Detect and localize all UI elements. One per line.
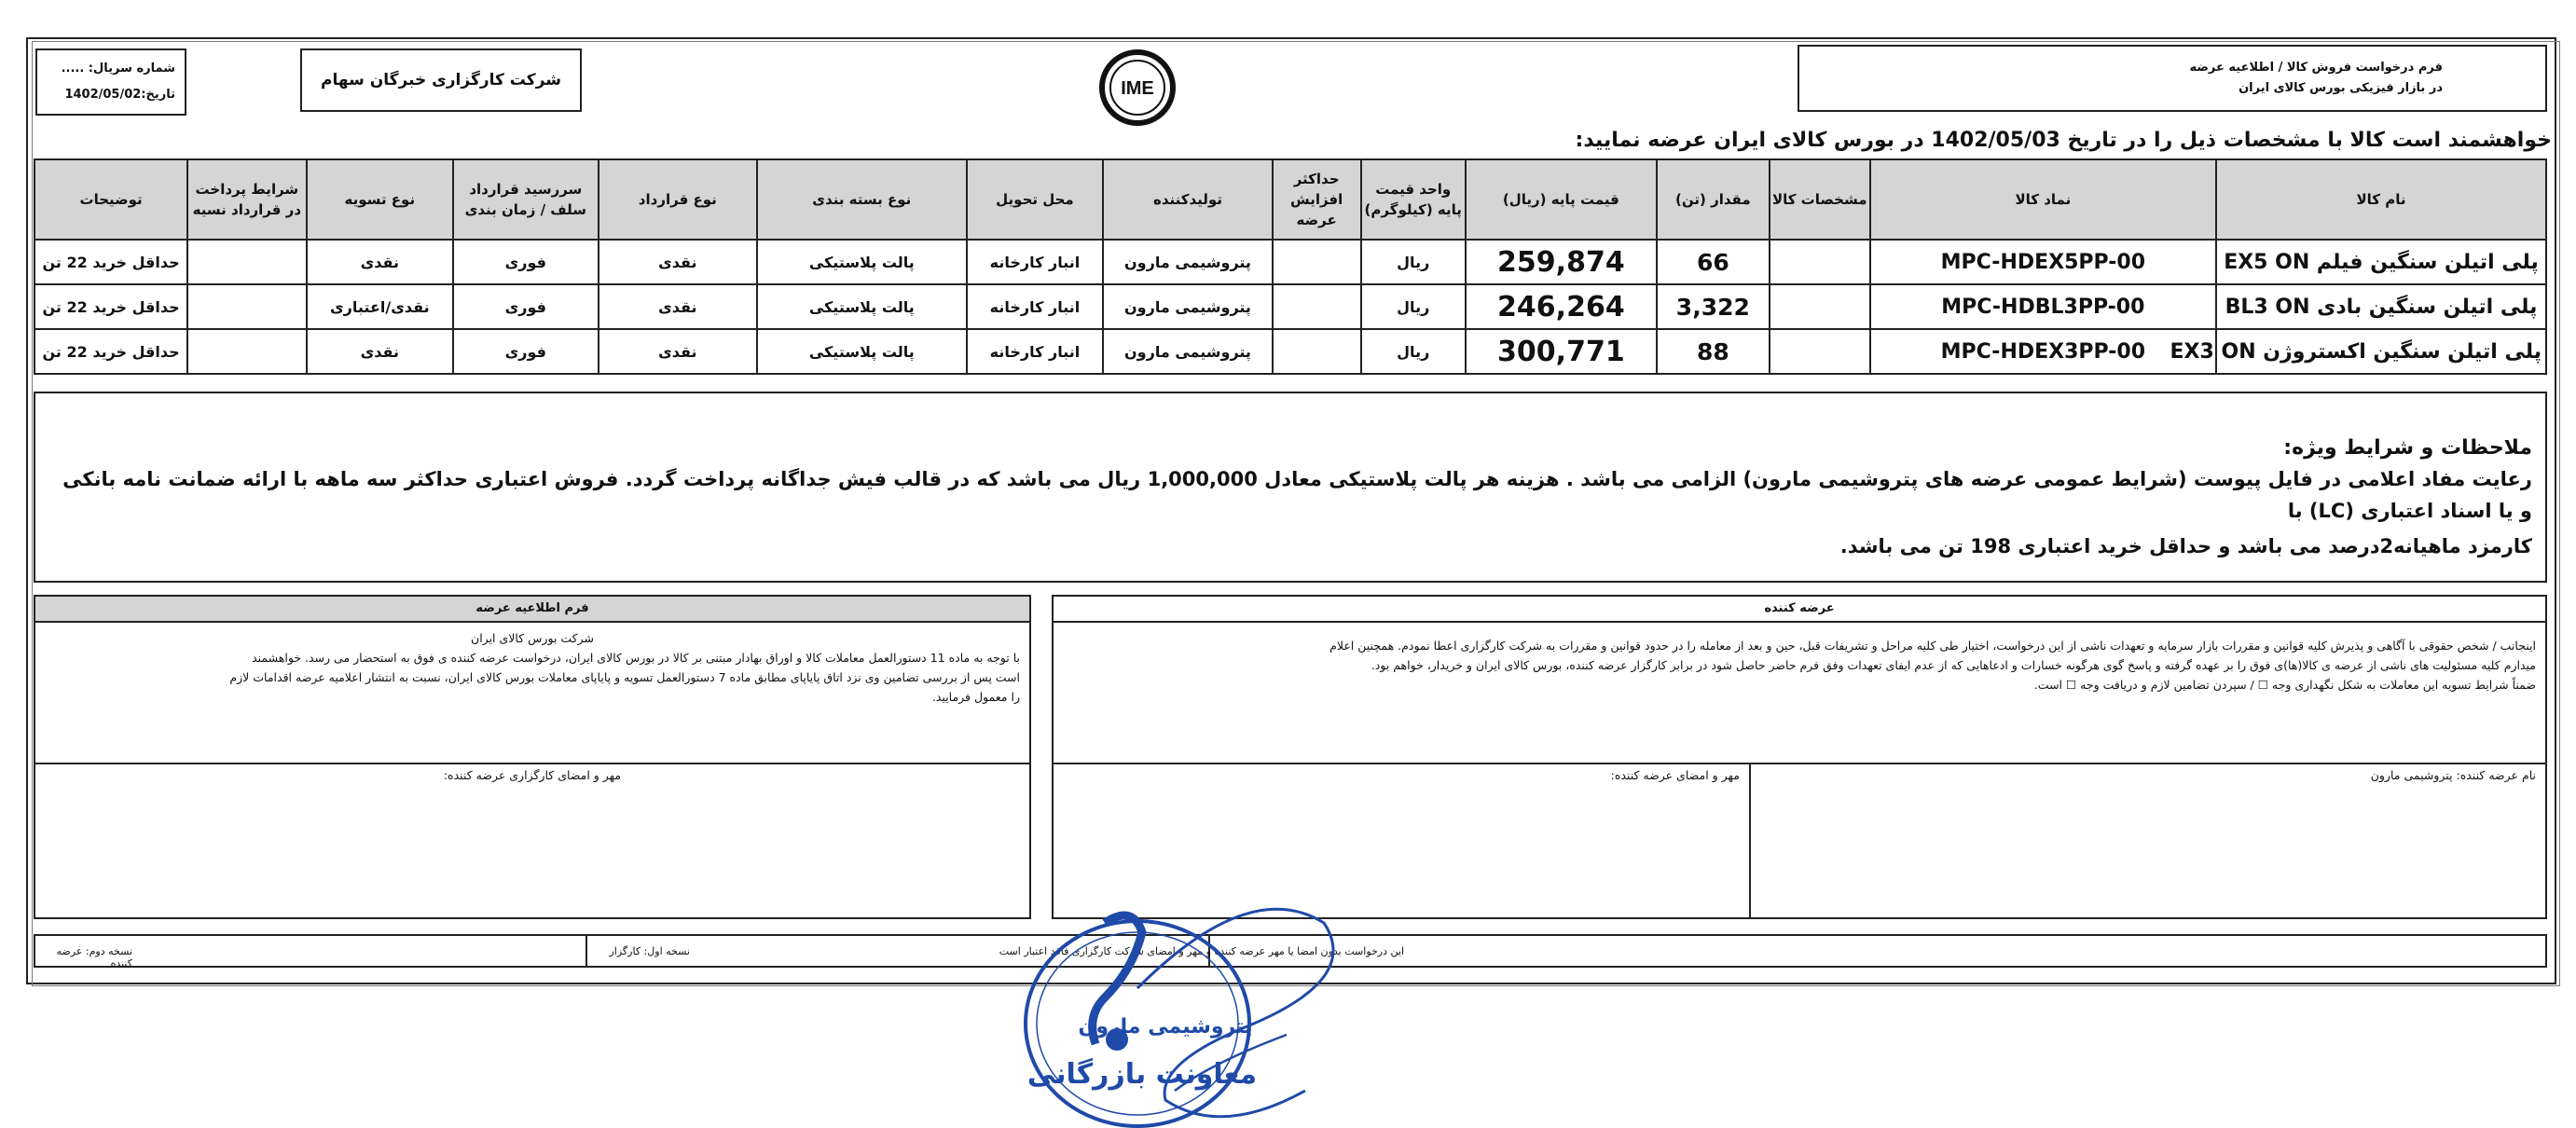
table-cell: 88 — [1657, 329, 1770, 374]
column-header: واحد قیمت پایه (کیلوگرم) — [1361, 159, 1466, 240]
column-header: حداکثر افزایش عرضه — [1273, 159, 1361, 240]
form-subtitle: در بازار فیزیکی بورس کالای ایران — [2239, 81, 2443, 95]
column-header: مشخصات کالا — [1770, 159, 1870, 240]
table-cell: 66 — [1657, 240, 1770, 284]
table-cell: پالت پلاستیکی — [757, 284, 966, 329]
supplier-text-3: ضمناً شرایط تسویه این معاملات به شکل نگهداری وجه ☐ / سپردن تضامین لازم و دریافت وجه ☐ است. — [2033, 678, 2536, 692]
broker-seal-label: مهر و امضای کارگزاری عرضه کننده: — [443, 768, 622, 782]
table-cell — [1273, 284, 1361, 329]
table-cell: MPC-HDEX5PP-00 — [1870, 240, 2216, 284]
table-cell: 246,264 — [1466, 284, 1657, 329]
notice-text-1: با توجه به ماده 11 دستورالعمل معاملات کالا و اوراق بهادار مبتنی بر کالا در بورس کالای ایران، درخواست عرضه کننده ی فوق به استحضار می رسد. خواهشمند — [252, 651, 1020, 665]
column-header: مقدار (تن) — [1657, 159, 1770, 240]
column-header: تولیدکننده — [1103, 159, 1272, 240]
table-cell: نقدی/اعتباری — [307, 284, 454, 329]
table-cell: انبار کارخانه — [967, 329, 1104, 374]
broker-seal-area — [35, 763, 1029, 919]
table-cell: نقدی — [599, 329, 758, 374]
table-cell: پتروشیمی مارون — [1103, 329, 1272, 374]
table-cell — [1770, 284, 1870, 329]
supplier-name: نام عرضه کننده: پتروشیمی مارون — [2370, 768, 2536, 782]
stamp-line-2: معاونت بازرگانی — [1026, 1058, 1258, 1091]
table-cell: نقدی — [599, 284, 758, 329]
column-header: قیمت پایه (ریال) — [1466, 159, 1657, 240]
stamp-line-1: پتروشیمی مارون — [1078, 1015, 1253, 1039]
notice-org: شرکت بورس کالای ایران — [471, 631, 594, 645]
ime-logo-icon — [1098, 48, 1177, 127]
special-conditions — [34, 392, 2547, 583]
table-cell: انبار کارخانه — [967, 240, 1104, 284]
column-header: سررسید قرارداد سلف / زمان بندی — [453, 159, 598, 240]
form-title-box — [1798, 45, 2547, 112]
table-cell — [1273, 329, 1361, 374]
table-cell: انبار کارخانه — [967, 284, 1104, 329]
supplier-text-1: اینجانب / شخص حقوقی با آگاهی و پذیرش کلیه قوانین و مقررات بازار سرمایه و تعهدات ناشی از این درخواست، اختیار طی کلیه مراحل و تشریفات قبل، حین و بعد از معامله را در حدود قوانین و مقررات به شرکت کارگزاری اعطا نمودم. همچنین اعلام — [1329, 639, 2536, 653]
table-cell: ریال — [1361, 329, 1466, 374]
table-cell: پالت پلاستیکی — [757, 329, 966, 374]
table-cell: MPC-HDBL3PP-00 — [1870, 284, 2216, 329]
column-header: نام کالا — [2216, 159, 2546, 240]
notice-panel — [34, 595, 1031, 919]
table-cell: نقدی — [599, 240, 758, 284]
column-header: نوع تسویه — [307, 159, 454, 240]
notice-text — [35, 623, 1029, 712]
table-cell: فوری — [453, 284, 598, 329]
column-header: نوع بسته بندی — [757, 159, 966, 240]
supplier-name-cell — [1749, 763, 2545, 919]
table-cell — [187, 240, 306, 284]
table-cell: حداقل خرید 22 تن — [34, 240, 187, 284]
table-cell: 259,874 — [1466, 240, 1657, 284]
notice-panel-title: فرم اطلاعیه عرضه — [35, 597, 1029, 623]
table-row — [34, 329, 2546, 374]
table-cell: حداقل خرید 22 تن — [34, 329, 187, 374]
serial-box — [35, 48, 186, 116]
table-cell: پلی اتیلن سنگین بادی BL3 ON — [2216, 284, 2546, 329]
notes-line-2: کارمزد ماهیانه2درصد می باشد و حداقل خرید اعتباری 198 تن می باشد. — [1839, 535, 2532, 557]
footer-disclaimer: این درخواست بدون امضا یا مهر عرضه کننده و مهر و امضای شرکت کارگزاری فاقد اعتبار است — [999, 945, 1404, 957]
table-cell: پلی اتیلن سنگین فیلم EX5 ON — [2216, 240, 2546, 284]
table-cell: پتروشیمی مارون — [1103, 284, 1272, 329]
notice-text-2: است پس از بررسی تضامین وی نزد اتاق پایاپای مطابق ماده 7 دستورالعمل تسویه و پایاپای معاملات بورس کالای ایران، نسبت به انتشار اعلامیه عرضه اقدامات لازم — [229, 670, 1020, 684]
table-cell: پلی اتیلن سنگین اکستروژن EX3 ON — [2216, 329, 2546, 374]
table-cell: حداقل خرید 22 تن — [34, 284, 187, 329]
table-cell: ریال — [1361, 240, 1466, 284]
table-cell — [187, 329, 306, 374]
column-header: نماد کالا — [1870, 159, 2216, 240]
form-date: تاریخ:1402/05/02 — [64, 88, 175, 102]
table-cell: 300,771 — [1466, 329, 1657, 374]
footer-copy-supplier: نسخه دوم: عرضه کننده — [56, 945, 132, 970]
table-cell: MPC-HDEX3PP-00 — [1870, 329, 2216, 374]
table-cell: نقدی — [307, 329, 454, 374]
column-header: نوع قرارداد — [599, 159, 758, 240]
notes-line-1: رعایت مفاد اعلامی در فایل پیوست (شرایط عمومی عرضه های پتروشیمی مارون) الزامی می باشد . هزینه هر پالت پلاستیکی معادل 1,000,000 ریال می باشد که در قالب فیش جداگانه پرداخت گردد. فروش اعتباری حداکثر سه ماهه با ارائه ضمانت نامه بانکی و یا اسناد اعتباری (LC) با — [62, 468, 2532, 522]
footer-copy-broker: نسخه اول: کارگزار — [609, 945, 690, 957]
supplier-declaration — [1054, 623, 2545, 700]
table-cell — [1770, 329, 1870, 374]
supplier-text-2: میدارم کلیه مسئولیت های ناشی از عرضه ی کالا(ها)ی فوق را بر عهده گرفته و پاسخ گوی هرگونه خسارات و ادعاهایی که از عدم ایفای تعهدات وفق فرم حاضر حاصل شود در برابر کارگزار عرضه کننده، بورس کالای ایران و خریدار، خواهم بود. — [1371, 658, 2536, 672]
table-cell: 3,322 — [1657, 284, 1770, 329]
table-cell: فوری — [453, 329, 598, 374]
table-cell: پالت پلاستیکی — [757, 240, 966, 284]
serial-number: شماره سریال: ..... — [61, 62, 175, 76]
table-cell — [1273, 240, 1361, 284]
request-intro: خواهشمند است کالا با مشخصات ذیل را در تاریخ 1402/05/03 در بورس کالای ایران عرضه نمایید: — [1575, 129, 2552, 152]
table-cell: ریال — [1361, 284, 1466, 329]
supplier-panel-title: عرضه کننده — [1054, 597, 2545, 623]
table-cell: فوری — [453, 240, 598, 284]
table-row — [34, 240, 2546, 284]
column-header: شرایط پرداخت در قرارداد نسیه — [187, 159, 306, 240]
logo-text: IME — [1121, 78, 1154, 99]
supplier-seal-label: مهر و امضای عرضه کننده: — [1610, 768, 1740, 782]
column-header: توضیحات — [34, 159, 187, 240]
table-header-row — [34, 159, 2546, 240]
company-stamp — [1007, 811, 1305, 1128]
form-title: فرم درخواست فروش کالا / اطلاعیه عرضه — [2189, 61, 2443, 75]
broker-company: شرکت کارگزاری خبرگان سهام — [300, 48, 582, 112]
table-cell — [187, 284, 306, 329]
goods-table — [34, 158, 2547, 375]
notes-title: ملاحظات و شرایط ویژه: — [2283, 436, 2532, 460]
table-row — [34, 284, 2546, 329]
table-cell: پتروشیمی مارون — [1103, 240, 1272, 284]
notice-text-3: را معمول فرمایید. — [931, 690, 1020, 704]
column-header: محل تحویل — [967, 159, 1104, 240]
table-cell — [1770, 240, 1870, 284]
table-cell: نقدی — [307, 240, 454, 284]
